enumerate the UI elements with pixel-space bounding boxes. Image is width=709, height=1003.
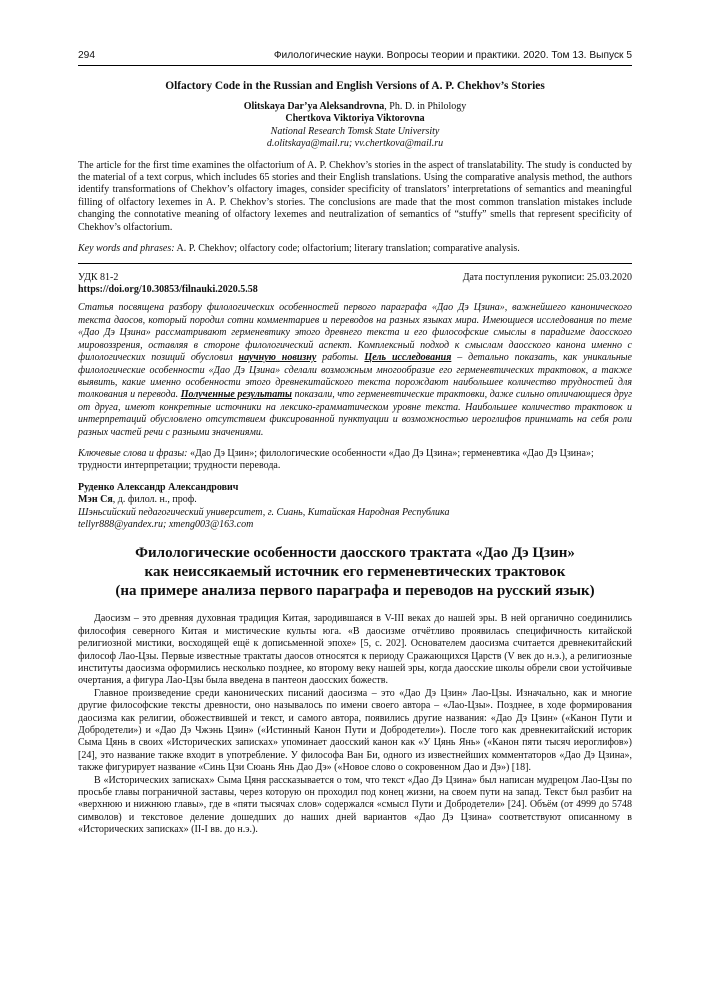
doi-link[interactable]: https://doi.org/10.30853/filnauki.2020.5.58 (78, 284, 258, 296)
russian-title-line-1: Филологические особенности даосского трактата «Дао Дэ Цзин» (135, 545, 575, 562)
english-author-1 (78, 101, 632, 113)
russian-keywords-label: Ключевые слова и фразы: (78, 447, 188, 459)
page-number: 294 (78, 50, 95, 61)
body-paragraph-3: В «Исторических записках» Сыма Цяня рассказывается о том, что текст «Дао Дэ Цзина» был написан мудрецом Лао-Цзы по просьбе главы пограничной заставы, через которую он проходил под конец жизни, на своем пути на запад. Текст был разбит на «верхнюю и нижнюю главы», где в «пяти тысячах слов» содержался «смысл Пути и Добродетели» [24]. Объём (от 4999 до 5748 символов) и текстовое деление дошедших до наших дней вариантов «Дао Дэ Цзина» соответствуют описанному в «Исторических записках» (II-I вв. до н.э.). (78, 774, 632, 836)
russian-author-2 (78, 494, 632, 506)
english-abstract: The article for the first time examines the olfactorium of A. P. Chekhov’s stories in the aspect of translatability. The study is conducted by the material of a text corpus, which includes 65 stories and their English translations. Using the comparative analysis method, the authors identify transformations of Chekhov’s olfactory images, consider specificity of translators’ interpretations of semantics and meaningful filling of olfactory lexemes in A. P. Chekhov’s stories. The conclusions are made that the most common translation mistakes include changing the connotative meaning of olfactory lexemes and neutralization of semantics of “stuffy” smells that represent specificity of Chekhov’s olfactorium. (78, 159, 632, 233)
russian-abstract-results: Полученные результаты (180, 389, 292, 401)
english-keywords-text: A. P. Chekhov; olfactory code; olfactorium; literary translation; comparative analysis. (174, 243, 520, 255)
article-page (78, 50, 632, 837)
russian-abstract-part-3: – детально показать, как уникальные филологические особенности «Дао Дэ Цзина» сделали возможным многообразие его герменевтических трактовок, а также выявить, какие именно особенности этого древнекитайского текста порождают наибольшее количество трудностей для толкования и перевода. (78, 352, 632, 401)
running-header (78, 50, 632, 66)
russian-abstract-goal: Цель исследования (364, 352, 452, 364)
russian-emails[interactable]: tellyr888@yandex.ru; xmeng003@163.com (78, 518, 254, 530)
body-paragraph-2: Главное произведение среди канонических писаний даосизма – это «Дао Дэ Цзин» Лао-Цзы. Изначально, как и многие другие философские тексты древности, оно называлось по имени своего автора – «Лао-Цзы». Позднее, в ходе формирования даосизма как религии, обожествившей и текст, и самого автора, появились другие названия: «Дао Дэ Цзин» («Канон Пути и Добродетели») и «Дао Дэ Чжэнь Цзин» («Истинный Канон Пути и Добродетели»). После того как древнекитайский историк Сыма Цянь в своих «Исторических записках» упоминает даосский канон как «У Цянь Янь» («Канон пяти тысяч иероглифов») [24], это название также входит в употребление. У философа Ван Би, одного из известнейших комментаторов «Дао Дэ Цзина», также фигурирует название «Синь Цзи Сюань Янь Дао Дэ» («Новое слово о сокровенном Дао и Дэ») [18]. (78, 687, 632, 774)
section-divider (78, 263, 632, 264)
english-keywords-label: Key words and phrases: (78, 243, 175, 255)
english-title: Olfactory Code in the Russian and English Versions of A. P. Chekhov’s Stories (165, 80, 545, 92)
article-meta (78, 272, 632, 283)
russian-title-line-3: (на примере анализа первого параграфа и переводов на русский язык) (115, 583, 595, 600)
english-author-1-name: Olitskaya Dar’ya Aleksandrovna (243, 101, 385, 112)
russian-affiliation: Шэньсийский педагогический университет, г. Сиань, Китайская Народная Республика (78, 506, 450, 518)
russian-author-1: Руденко Александр Александрович (78, 481, 239, 493)
english-keywords (78, 243, 632, 255)
russian-abstract-novelty: научную новизну (238, 352, 317, 364)
russian-author-2-degree: , д. филол. н., проф. (112, 494, 197, 506)
russian-keywords-text: «Дао Дэ Цзин»; филологические особенности «Дао Дэ Цзина»; герменевтика «Дао Дэ Цзина»; трудности интерпретации; трудности перевода. (78, 447, 594, 472)
russian-abstract-part-2: работы. (316, 352, 365, 364)
journal-title: Филологические науки. Вопросы теории и практики. 2020. Том 13. Выпуск 5 (273, 50, 632, 61)
body-paragraph-1: Даосизм – это древняя духовная традиция Китая, зародившаяся в V-III веках до нашей эры. В ней органично соединились философия северного Китая и мистические культы юга. «В даосизме отчётливо проявилась специфичность китайской религиозной мистики, восходящей ещё к дописьменной эпохе» [5, с. 202]. Основателем даосизма считается древнекитайский философ Лао-Цзы. Первые известные трактаты даосов относятся к периоду Сражающихся Царств (V век до н.э.), а религиозные институты даосизма оформились несколько позднее, ко второму веку нашей эры, когда даосские школы обрели свои устойчивые очертания, а фигура Лао-Цзы была введена в пантеон даосских божеств. (78, 613, 632, 687)
russian-abstract-part-4: показали, что герменевтические трактовки, даже сильно отличающиеся друг от друга, имеют конкретные источники на лексико-грамматическом уровне текста. Наибольшее количество трактовок и интерпретаций обусловлено отсутствием фиксированной пунктуации и возможностью иероглифов принимать на себя роли разных частей речи с разными значениями. (78, 389, 632, 438)
russian-abstract-part-1: Статья посвящена разбору филологических особенностей первого параграфа «Дао Дэ Цзина», важнейшего канонического текста даосов, который породил сотни комментариев и переводов на разных языках мира. Имеющиеся исследования по теме «Дао Дэ Цзина» рассматривают герменевтику этого древнего текста и его философские смыслы в парадигме даосского мировоззрения, оставляя в стороне филологический аспект. Комплексный подход к смыслам даосского канона именно с филологических позиций обусловил (78, 302, 632, 364)
russian-keywords (78, 448, 632, 473)
article-body (78, 613, 632, 836)
english-emails[interactable]: d.olitskaya@mail.ru; vv.chertkova@mail.ru (266, 138, 444, 150)
english-authors (78, 101, 632, 151)
russian-authors (78, 482, 632, 532)
english-author-1-degree: , Ph. D. in Philology (384, 101, 467, 112)
udk-code: УДК 81-2 (78, 272, 119, 284)
english-author-2-name: Chertkova Viktoriya Viktorovna (285, 113, 425, 125)
english-affiliation: National Research Tomsk State University (270, 125, 440, 137)
russian-title (78, 544, 632, 601)
russian-author-2-name: Мэн Ся (78, 494, 113, 506)
received-date: Дата поступления рукописи: 25.03.2020 (462, 272, 632, 284)
russian-abstract (78, 302, 632, 438)
russian-title-line-2: как неиссякаемый источник его герменевтических трактовок (144, 564, 566, 581)
